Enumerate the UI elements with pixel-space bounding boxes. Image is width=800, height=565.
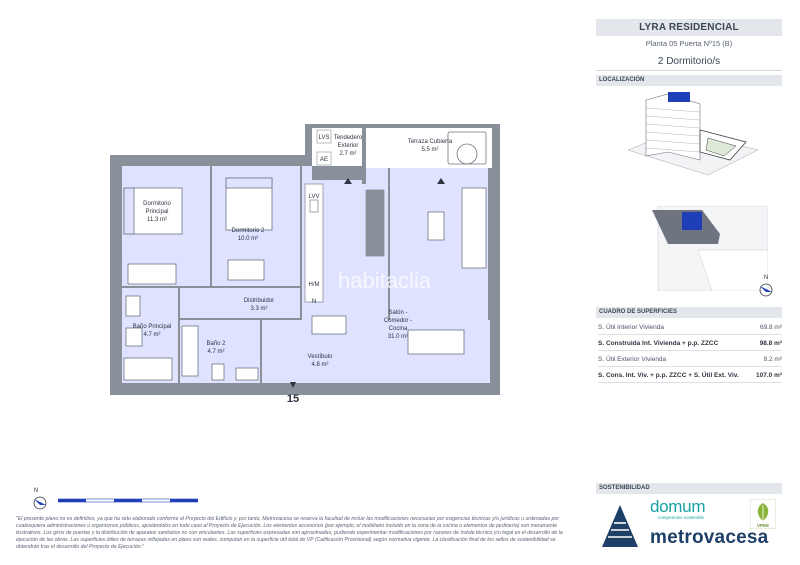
vestibulo-area: 4.8 m² bbox=[311, 362, 329, 368]
metrovacesa-wordmark: metrovacesa bbox=[650, 527, 769, 548]
lvs-label: LVS bbox=[318, 135, 330, 141]
bedrooms-label: 2 Dormitorio/s bbox=[657, 56, 721, 67]
sustainability-heading: SOSTENIBILIDAD bbox=[596, 483, 782, 494]
distribuidor-area: 3.3 m² bbox=[250, 306, 268, 312]
terraza-area: 5.5 m² bbox=[421, 147, 439, 153]
scale-bar bbox=[58, 496, 198, 506]
unit-label: Planta 05 Puerta Nº15 (B) bbox=[645, 39, 733, 48]
door-number: 15 bbox=[286, 393, 300, 405]
ae-label: AE bbox=[319, 157, 329, 163]
terraza-label: Terraza Cubierta bbox=[407, 139, 453, 145]
salon-label-1: Salón - bbox=[388, 310, 408, 316]
vpee-leaf-icon bbox=[750, 499, 776, 529]
surface-row bbox=[598, 369, 782, 383]
surfaces-heading: CUADRO DE SUPERFICIES bbox=[596, 307, 782, 318]
compass-right bbox=[756, 271, 776, 299]
distribuidor-label: Distribuidor bbox=[243, 298, 275, 304]
n-label: N bbox=[311, 299, 317, 305]
dorm-principal-area: 11.3 m² bbox=[147, 217, 167, 223]
building-3d-view bbox=[618, 90, 768, 188]
tendedero-area: 2.7 m² bbox=[339, 151, 357, 157]
bano2-area: 4.7 m² bbox=[207, 349, 225, 355]
surface-label: S. Cons. Int. Viv. + p.p. ZZCC + S. Útil Ext. Viv. bbox=[598, 372, 739, 379]
project-title-box bbox=[596, 19, 782, 36]
salon-label-2: Comedor - bbox=[383, 318, 413, 324]
dorm-principal-label-1: Dormitorio bbox=[143, 201, 171, 207]
domum-logo bbox=[650, 497, 705, 520]
compass-right-label: N bbox=[763, 275, 769, 281]
dorm-principal-label-2: Principal bbox=[145, 209, 169, 215]
location-site-plan bbox=[638, 206, 768, 291]
salon-label-3: Cocina bbox=[388, 326, 408, 332]
lvv-label: LVV bbox=[308, 194, 320, 200]
compass-bottom-label: N bbox=[33, 488, 39, 494]
surface-value: 107.0 m² bbox=[755, 372, 782, 379]
bano-principal-area: 4.7 m² bbox=[143, 332, 161, 338]
tendedero-label-1: Tendedero bbox=[333, 135, 363, 141]
vpee-label: VPEE bbox=[756, 523, 770, 528]
project-title: LYRA RESIDENCIAL bbox=[639, 22, 739, 33]
watermark: habitaclia bbox=[338, 268, 431, 293]
domum-wordmark: domum bbox=[650, 497, 706, 516]
surface-label: S. Útil Exterior Vivienda bbox=[598, 356, 667, 363]
surface-value: 69.8 m² bbox=[759, 324, 782, 331]
salon-area: 31.0 m² bbox=[387, 334, 409, 340]
tendedero-label-2: Exterior bbox=[337, 143, 359, 149]
distribuidor-floor bbox=[180, 288, 300, 318]
location-heading: LOCALIZACIÓN bbox=[596, 75, 782, 86]
hm-label: H/M bbox=[308, 282, 320, 288]
metrovacesa-logo-icon bbox=[600, 503, 640, 549]
bedrooms-box bbox=[596, 53, 782, 71]
surface-value: 98.8 m² bbox=[759, 340, 782, 347]
vestibulo-label: Vestíbulo bbox=[307, 354, 333, 360]
sustainability-logos bbox=[596, 495, 782, 555]
surface-row bbox=[598, 337, 782, 351]
dorm2-label: Dormitorio 2 bbox=[231, 228, 265, 234]
surface-label: S. Útil Interior Vivienda bbox=[598, 324, 664, 331]
surface-value: 8.2 m² bbox=[763, 356, 782, 363]
bano2-label: Baño 2 bbox=[206, 341, 226, 347]
surface-label: S. Construida Int. Vivienda + p.p. ZZCC bbox=[598, 340, 719, 347]
domum-tagline: compromiso sostenible bbox=[658, 515, 705, 520]
dorm2-area: 10.0 m² bbox=[237, 236, 259, 242]
surface-row bbox=[598, 321, 782, 335]
legal-disclaimer: "El presente plano no es definitivo, ya que ha sido elaborado conforme al Proyecto del Edificio y, por tanto, Metrovacesa se reserva la facultad de incluir las modificaciones necesarias por exigencias técnicas y/o jurídicas u ordenadas por cualesquiera administraciones u organismos públicos, ajustándolos en todo caso al Proyecto de Ejecución. Los elementos accesorios (por ejemplo, el mobiliario incluido en la zona de la cocina o elementos de jardinería) son meramente ilustrativos. Los giros de puertas y la distribución de aparatos sanitarios no son vinculantes. Las superficies expresadas son aproximadas, pudiendo experimentar modificaciones por razones de índole técnico y/o legal en el desarrollo de la ejecución de las obras. Las superficies útiles de terrazas reflejadas en plano son reales, computan en la superficie útil total de VP (Calificación Provisional) según normativa vigente. La clasificación final de los sellos de sostenibilidad se obtendrán tras el desarrollo del Proyecto de Ejecución." bbox=[16, 516, 563, 551]
surface-row bbox=[598, 353, 782, 367]
compass-bottom bbox=[30, 484, 50, 512]
bano-principal-label: Baño Principal bbox=[132, 324, 172, 330]
